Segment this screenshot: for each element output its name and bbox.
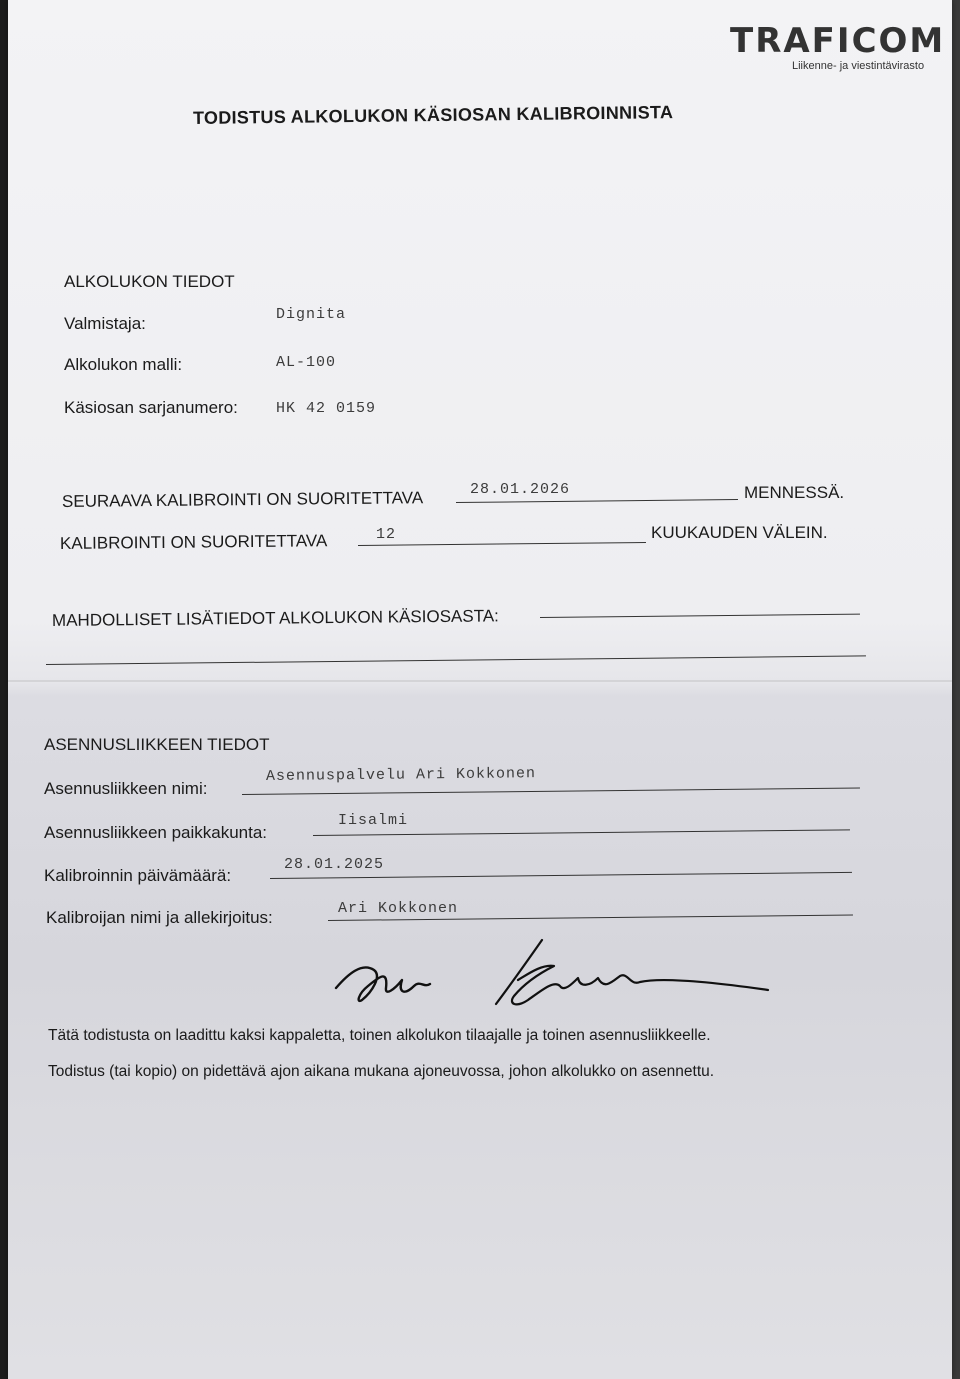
interval-line <box>358 542 646 546</box>
interval-label: KALIBROINTI ON SUORITETTAVA <box>59 531 328 553</box>
additional-info-line-2 <box>46 655 866 665</box>
logo-subtitle: Liikenne- ja viestintävirasto <box>792 60 925 72</box>
calibration-date-label: Kalibroinnin päivämäärä: <box>44 866 232 885</box>
calibrator-label: Kalibroijan nimi ja allekirjoitus: <box>46 908 273 927</box>
next-calibration-label: SEURAAVA KALIBROINTI ON SUORITETTAVA <box>61 488 424 511</box>
paper-fold <box>8 680 952 682</box>
interval-suffix: KUUKAUDEN VÄLEIN. <box>651 523 828 542</box>
traficom-logo <box>730 21 946 72</box>
installer-city-line <box>313 829 850 836</box>
installer-name-line <box>242 788 860 795</box>
device-section-heading: ALKOLUKON TIEDOT <box>64 272 235 291</box>
serial-value: HK 42 0159 <box>276 400 377 417</box>
handwritten-signature <box>328 930 778 1020</box>
logo-wordmark: TRAFICOM <box>730 21 946 61</box>
installer-name-value: Asennuspalvelu Ari Kokkonen <box>265 765 537 785</box>
installer-section-heading: ASENNUSLIIKKEEN TIEDOT <box>44 735 270 754</box>
next-calibration-line <box>456 499 738 503</box>
next-calibration-suffix: MENNESSÄ. <box>744 483 845 502</box>
serial-label: Käsiosan sarjanumero: <box>64 398 238 417</box>
calibrator-name-value: Ari Kokkonen <box>338 900 459 917</box>
calibration-date-value: 28.01.2025 <box>284 856 385 873</box>
copies-notice: Tätä todistusta on laadittu kaksi kappaletta, toinen alkolukon tilaajalle ja toinen asennusliikkeelle. <box>48 1027 711 1044</box>
installer-city-value: Iisalmi <box>338 812 409 829</box>
certificate-sheet <box>8 0 952 1379</box>
next-calibration-date: 28.01.2026 <box>470 481 571 498</box>
interval-value: 12 <box>376 526 397 543</box>
model-value: AL-100 <box>276 354 337 371</box>
additional-info-label: MAHDOLLISET LISÄTIEDOT ALKOLUKON KÄSIOSASTA: <box>51 606 499 630</box>
additional-info-line-1 <box>540 614 860 618</box>
model-label: Alkolukon malli: <box>64 355 183 374</box>
installer-name-label: Asennusliikkeen nimi: <box>44 779 208 798</box>
installer-city-label: Asennusliikkeen paikkakunta: <box>44 823 268 842</box>
carry-notice: Todistus (tai kopio) on pidettävä ajon aikana mukana ajoneuvossa, johon alkolukko on asennettu. <box>48 1063 715 1080</box>
manufacturer-label: Valmistaja: <box>64 314 146 333</box>
document-title: TODISTUS ALKOLUKON KÄSIOSAN KALIBROINNISTA <box>192 102 674 128</box>
manufacturer-value: Dignita <box>276 306 347 323</box>
